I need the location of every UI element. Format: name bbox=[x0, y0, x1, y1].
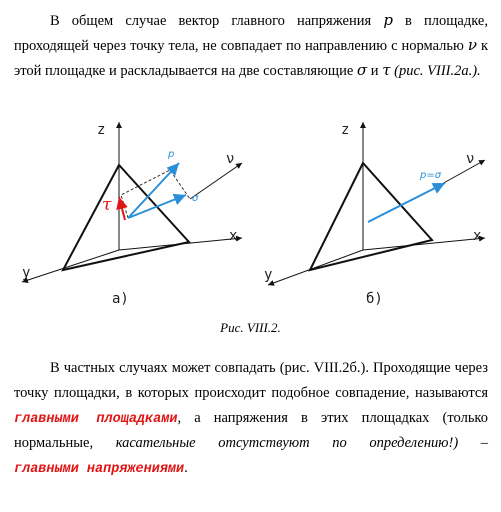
text-segment: . bbox=[184, 460, 188, 476]
symbol-nu: ν bbox=[467, 36, 477, 54]
panel-label-a: а) bbox=[112, 291, 129, 307]
figure-reference: (рис. VIII.2а.). bbox=[394, 63, 481, 79]
paragraph-intro-line-3 bbox=[14, 58, 488, 83]
label-z: z bbox=[341, 122, 350, 138]
label-nu: ν bbox=[226, 151, 235, 167]
paragraph-special-line-5 bbox=[14, 456, 488, 481]
text-segment: по bbox=[332, 435, 347, 451]
text-segment: к bbox=[480, 38, 489, 54]
label-y: y bbox=[22, 265, 31, 281]
normal-nu-line bbox=[440, 160, 485, 185]
panel-b bbox=[264, 122, 485, 307]
label-sigma: σ bbox=[192, 193, 199, 204]
y-axis bbox=[268, 250, 363, 285]
text-segment: касательные bbox=[115, 435, 196, 451]
text-segment: , а напряжения в этих площадках (только bbox=[177, 410, 488, 426]
triangle-plane bbox=[63, 165, 189, 270]
term-principal-planes: главными площадками bbox=[14, 412, 178, 427]
vector-tau bbox=[119, 197, 125, 220]
label-nu: ν bbox=[466, 151, 475, 167]
symbol-sigma: σ bbox=[356, 61, 368, 79]
panel-a bbox=[22, 122, 242, 307]
panel-label-b: б) bbox=[366, 291, 383, 307]
label-y: y bbox=[264, 267, 273, 283]
text-segment: В общем случае вектор главного напряжения bbox=[50, 13, 372, 29]
text-segment: и bbox=[370, 63, 379, 79]
text-segment: – bbox=[480, 435, 489, 451]
label-x: x bbox=[229, 228, 238, 244]
symbol-tau: τ bbox=[382, 61, 391, 79]
paragraph-special-cases bbox=[14, 356, 488, 481]
paragraph-intro bbox=[14, 8, 488, 83]
triangle-plane bbox=[310, 163, 432, 270]
paragraph-special-line-3 bbox=[14, 406, 488, 431]
paragraph-special-line-2: точку площадки, в которых происходит подобное совпадение, называются bbox=[14, 385, 488, 401]
figure-caption: Рис. VIII.2. bbox=[220, 320, 281, 335]
vector-p bbox=[128, 163, 179, 218]
symbol-p: p bbox=[383, 11, 393, 29]
paragraph-intro-line-1 bbox=[14, 8, 488, 33]
label-x: x bbox=[473, 228, 482, 244]
label-p: p bbox=[168, 149, 175, 160]
vector-sigma bbox=[128, 195, 186, 218]
label-p-sigma: p=σ bbox=[420, 170, 442, 181]
paragraph-intro-line-2 bbox=[14, 33, 488, 58]
text-segment: отсутствуют bbox=[218, 435, 310, 451]
x-axis bbox=[363, 238, 485, 250]
text-segment: проходящей через точку тела, не совпадает по направлению с нормалью bbox=[14, 38, 464, 54]
text-segment: в площадке, bbox=[405, 13, 488, 29]
vector-p-sigma bbox=[368, 183, 445, 222]
paragraph-special-line-4 bbox=[14, 431, 488, 456]
text-segment: нормальные, bbox=[14, 435, 94, 451]
term-principal-stresses: главными напряжениями bbox=[14, 462, 185, 477]
figure-viii-2 bbox=[0, 110, 501, 345]
paragraph-special-line-1: В частных случаях может совпадать (рис. VIII.2б.). Проходящие через bbox=[50, 360, 488, 376]
text-segment: определению!) bbox=[369, 435, 459, 451]
label-z: z bbox=[97, 122, 106, 138]
label-tau: τ bbox=[102, 195, 112, 215]
text-segment: этой площадке и раскладывается на две составляющие bbox=[14, 63, 354, 79]
